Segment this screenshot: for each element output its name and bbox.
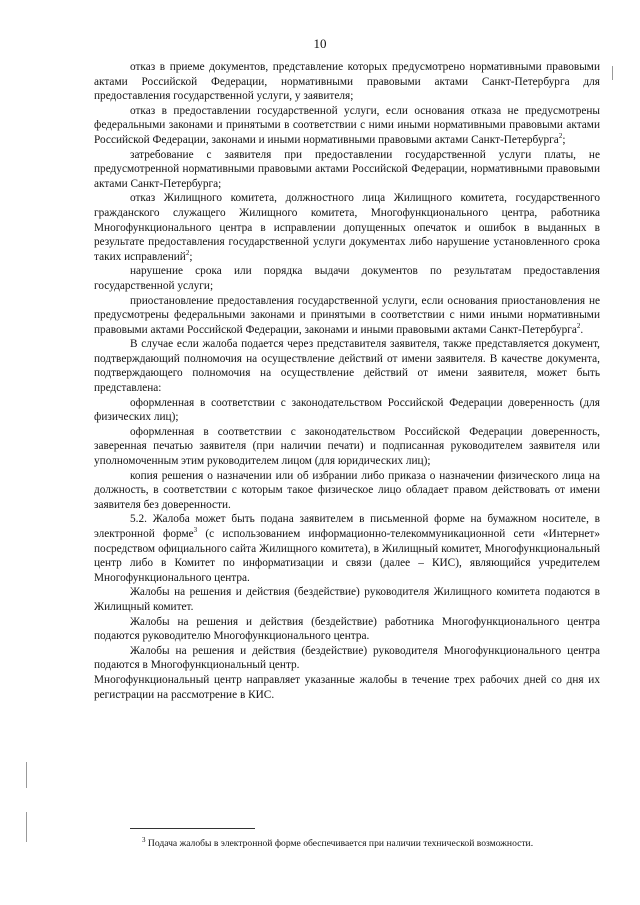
paragraph: копия решения о назначении или об избрании либо приказа о назначении физического лица на должность, в соответствии с которым такое физическое лицо обладает правом действовать от имени заявителя без доверенности. [94, 469, 600, 511]
paragraph: Жалобы на решения и действия (бездействие) работника Многофункционального центра подаются руководителю Многофункционального центра. [94, 615, 600, 643]
page-number: 10 [313, 36, 327, 51]
paragraph: 5.2. Жалоба может быть подана заявителем в письменной форме на бумажном носителе, в электронной форме$^3$ (с использованием информационно-телекоммуникационной сети «Интернет» посредством официального сайта Жилищного комитета), в Жилищный комитет, Многофункциональный центр либо в Комитет по информатизации и связи (далее – КИС), являющийся учредителем Многофункционального центра. [94, 513, 601, 584]
paragraph: нарушение срока или порядка выдачи документов по результатам предоставления государственной услуги; [94, 265, 600, 292]
scan-margin-mark [26, 812, 27, 842]
footnote-ref: 2 [558, 132, 563, 141]
footnote-ref: 2 [576, 321, 581, 330]
paragraph: Жалобы на решения и действия (бездействие) руководителя Жилищного комитета подаются в Жилищный комитет. [94, 586, 600, 613]
paragraph: Многофункциональный центр направляет указанные жалобы в течение трех рабочих дней со дня их регистрации на рассмотрение в КИС. [94, 673, 600, 701]
paragraph: оформленная в соответствии с законодательством Российской Федерации доверенность, заверенная печатью заявителя (при наличии печати) и подписанная руководителем заявителя или уполномоченным этим руководителем лицом (для юридических лиц); [94, 425, 600, 468]
paragraph: отказ в предоставлении государственной услуги, если основания отказа не предусмотрены федеральными законами и принятыми в соответствии с ними иными нормативными правовыми актами Российской Федерации, законами и иными нормативными правовыми актами Санкт-Петербурга$^2$; [94, 104, 600, 146]
footnote-ref: 3 [193, 526, 198, 535]
document-body [94, 60, 600, 702]
scan-margin-mark [26, 762, 27, 788]
paragraph: приостановление предоставления государственной услуги, если основания приостановления не предусмотрены федеральными законами и принятыми в соответствии с ними иными нормативными правовыми актами Российской Федерации, законами и иными правовыми актами Санкт-Петербурга$^2$. [94, 294, 600, 336]
paragraph: В случае если жалоба подается через представителя заявителя, также представляется документ, подтверждающий полномочия на осуществление действий от имени заявителя. В качестве документа, подтверждающего полномочия на осуществление действий от имени заявителя, может быть представлена: [94, 338, 600, 395]
footnote-marker: 3 [142, 835, 146, 844]
paragraph: отказ Жилищного комитета, должностного лица Жилищного комитета, государственного гражданского служащего Жилищного комитета, Многофункционального центра, работника Многофункционального центра в исправлении допущенных опечаток и ошибок в выданных в результате предоставления государственной услуги документах либо нарушение установленного срока таких исправлений$^2$; [94, 192, 600, 263]
paragraph: оформленная в соответствии с законодательством Российской Федерации доверенность (для физических лиц); [94, 396, 600, 424]
footnote-text: Подача жалобы в электронной форме обеспечивается при наличии технической возможности. [147, 838, 534, 849]
scan-margin-mark [612, 66, 613, 80]
footnote-ref: 2 [185, 248, 190, 257]
paragraph: затребование с заявителя при предоставлении государственной услуги платы, не предусмотренной нормативными правовыми актами Российской Федерации, нормативными правовыми актами Санкт-Петербурга; [94, 148, 600, 190]
footnote-separator [130, 828, 255, 829]
footnote [142, 835, 582, 850]
paragraph: Жалобы на решения и действия (бездействие) руководителя Многофункционального центра подаются в Многофункциональный центр. [94, 644, 600, 672]
paragraph: отказ в приеме документов, представление которых предусмотрено нормативными правовыми актами Российской Федерации, нормативными правовыми актами Санкт-Петербурга для предоставления государственной услуги, у заявителя; [94, 61, 600, 103]
